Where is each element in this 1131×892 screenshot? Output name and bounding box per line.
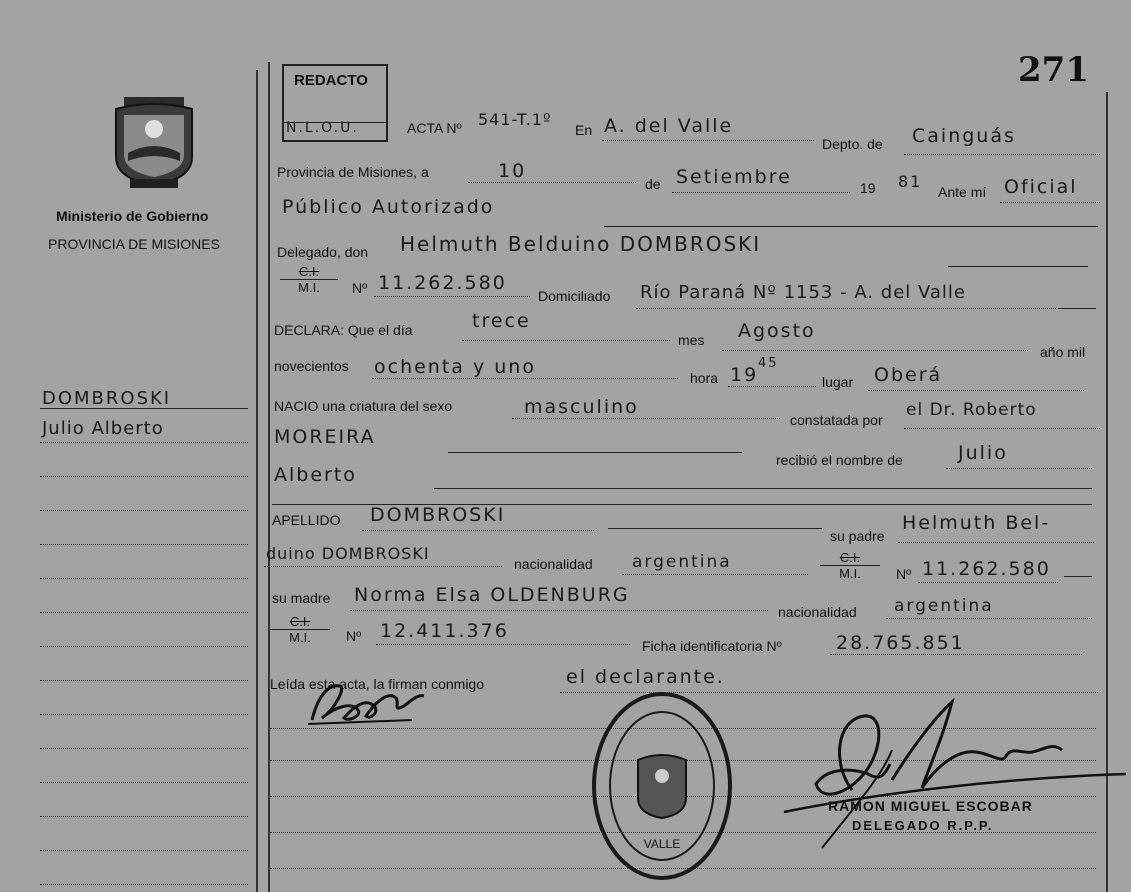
novecientos-value: ochenta y uno (374, 356, 536, 378)
no-label-2: Nº (896, 566, 912, 582)
madre-doc: 12.411.376 (380, 620, 509, 642)
de-label: de (645, 176, 661, 192)
ficha-label: Ficha identificatoria Nº (642, 638, 782, 654)
hora-min: 45 (758, 356, 779, 371)
day-value: 10 (498, 160, 527, 182)
nombre-value-2: Alberto (274, 464, 357, 486)
leida-label: Leída esta acta, la firman conmigo (270, 676, 485, 692)
padre-label: su padre (830, 528, 885, 544)
acta-label: ACTA Nº (407, 120, 462, 136)
ci-mi-fraction-2: $\frac{C.I.}{M.I.}$ (820, 550, 880, 581)
mes-value: Agosto (738, 320, 816, 342)
domicilio-label: Domiciliado (538, 288, 611, 304)
provincia-label: Provincia de Misiones, a (277, 164, 429, 180)
no-label-3: Nº (346, 628, 362, 644)
dia-value: trece (472, 310, 531, 332)
year-prefix: 19 (860, 180, 876, 196)
constatada-value: el Dr. Roberto (906, 400, 1037, 420)
depto-value: Cainguás (912, 125, 1016, 147)
nombre-value: Julio (958, 442, 1008, 464)
apellido-label: APELLIDO (272, 512, 341, 528)
madre-label: su madre (272, 590, 331, 606)
official-name: RAMON MIGUEL ESCOBAR (828, 798, 1033, 814)
ficha-value: 28.765.851 (836, 632, 965, 654)
ci-mi-fraction-1: $\frac{C.I.}{M.I.}$ (280, 264, 338, 295)
hora-value: 19 (730, 364, 759, 386)
seal-bottom-text: VALLE (643, 837, 681, 851)
delegado-doc: 11.262.580 (378, 272, 507, 294)
apellido-value: DOMBROSKI (370, 504, 506, 526)
declara-label: DECLARA: Que el día (274, 322, 413, 338)
constatada-label: constatada por (790, 412, 883, 428)
official-value: Público Autorizado (282, 196, 495, 218)
nacio-label: NACIO una criatura del sexo (274, 398, 453, 414)
recibio-label: recibió el nombre de (776, 452, 903, 468)
ante-value: Oficial (1004, 176, 1078, 198)
lugar-value: Oberá (874, 364, 943, 386)
redacto-box (282, 64, 388, 142)
official-title: DELEGADO R.P.P. (852, 818, 994, 833)
hora-label: hora (690, 370, 719, 386)
en-label: En (575, 122, 593, 138)
padre-value-2: duino DOMBROSKI (266, 544, 430, 563)
month-value: Setiembre (676, 166, 792, 188)
ci-mi-fraction-3: $\frac{C.I.}{M.I.}$ (270, 614, 330, 645)
province-title: PROVINCIA DE MISIONES (48, 236, 220, 252)
sexo-value: masculino (524, 396, 639, 418)
mes-label: mes (678, 332, 705, 348)
depto-label: Depto. de (822, 136, 883, 152)
no-label-1: Nº (352, 280, 368, 296)
nacionalidad-label-2: nacionalidad (778, 604, 857, 620)
madre-nacionalidad: argentina (894, 596, 994, 616)
constatada-value-2: MOREIRA (274, 426, 376, 448)
acta-number: 541-T.1º (478, 110, 552, 129)
margin-given-name: Julio Alberto (42, 418, 164, 439)
leida-value: el declarante. (566, 666, 725, 688)
padre-doc: 11.262.580 (922, 558, 1051, 580)
padre-value: Helmuth Bel- (902, 512, 1051, 534)
coat-of-arms-icon (108, 95, 200, 191)
domicilio-value: Río Paraná Nº 1153 - A. del Valle (640, 282, 967, 303)
locality-value: A. del Valle (604, 115, 734, 137)
redacto-value: N.L.O.U. (286, 120, 359, 136)
madre-value: Norma Elsa OLDENBURG (354, 584, 630, 606)
page-number: 271 (1018, 50, 1089, 90)
margin-surname: DOMBROSKI (42, 388, 172, 409)
novecientos-label: novecientos (274, 358, 349, 374)
lugar-label: lugar (822, 374, 854, 390)
redacto-label: REDACTO (294, 72, 368, 89)
delegado-value: Helmuth Belduino DOMBROSKI (400, 232, 762, 256)
registry-seal-icon (588, 688, 736, 884)
declarant-signature-icon (300, 676, 430, 732)
anio-label: año mil (1040, 344, 1086, 360)
ante-label: Ante mí (938, 184, 987, 200)
year-value: 81 (898, 172, 923, 191)
padre-nacionalidad: argentina (632, 552, 732, 572)
nacionalidad-label-1: nacionalidad (514, 556, 593, 572)
delegado-label: Delegado, don (277, 244, 369, 260)
ministry-title: Ministerio de Gobierno (56, 208, 209, 224)
